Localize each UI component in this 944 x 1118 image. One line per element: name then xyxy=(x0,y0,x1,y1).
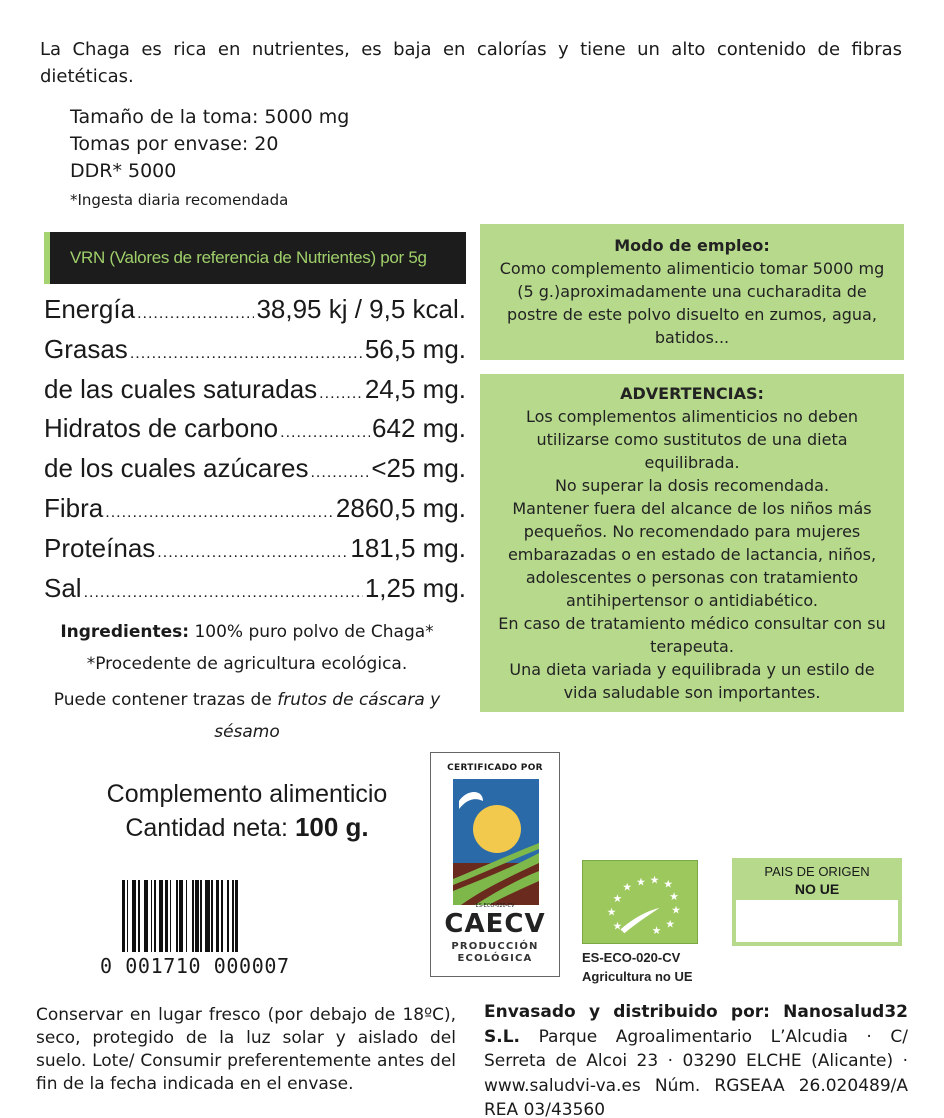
origin-value: NO UE xyxy=(794,881,840,897)
nutrient-value: 1,25 mg. xyxy=(364,572,466,603)
storage-instructions: Conservar en lugar fresco (por debajo de 18ºC), seco, protegido de la luz solar y aislado del suelo. Lote/ Consumir preferentemente antes del fin de la fecha indicada en el envase. xyxy=(36,1005,456,1094)
svg-text:★: ★ xyxy=(606,905,617,919)
eu-organic-info xyxy=(582,948,693,986)
nutrient-label: de los cuales azúcares xyxy=(44,453,309,484)
traces-prefix: Puede contener trazas de xyxy=(53,690,272,710)
warning-text: Los complementos alimenticios no deben utilizarse como sustitutos de una dieta equilibrada. xyxy=(525,407,859,472)
eu-code: ES-ECO-020-CV xyxy=(582,950,681,965)
svg-text:★: ★ xyxy=(665,917,675,931)
caecv-prod-line1: PRODUCCIÓN xyxy=(451,941,539,952)
eu-agriculture: Agricultura no UE xyxy=(582,969,693,984)
traces-italic: frutos de cáscara y sésamo xyxy=(214,690,441,742)
nutrient-label: Hidratos de carbono xyxy=(44,413,279,444)
warnings-box xyxy=(480,374,904,712)
nutrient-value: <25 mg. xyxy=(371,453,466,484)
nutrient-value: 642 mg. xyxy=(372,413,466,444)
distributor-label: Envasado y distribuido por: Nanosalud32 S.L. xyxy=(484,1002,908,1047)
servings-per-pack: Tomas por envase: 20 xyxy=(70,133,279,155)
usage-text: Como complemento alimenticio tomar 5000 mg (5 g.)aproximadamente una cucharadita de postre de este polvo disuelto en zumos, agua, batidos... xyxy=(499,259,885,347)
nutrient-row xyxy=(44,372,466,412)
nutrient-row xyxy=(44,531,466,571)
origin-title: PAIS DE ORIGEN xyxy=(764,864,870,879)
warning-text: En caso de tratamiento médico consultar con su terapeuta. xyxy=(498,614,886,656)
caecv-code: ES-ECO-020-CV xyxy=(475,903,515,909)
net-quantity-value: 100 g. xyxy=(294,812,369,842)
warning-text: Una dieta variada y equilibrada y un estilo de vida saludable son importantes. xyxy=(509,660,875,702)
barcode xyxy=(100,880,350,980)
ingredients xyxy=(40,620,454,748)
svg-text:★: ★ xyxy=(651,924,662,938)
distributor-address: Parque Agroalimentario L’Alcudia · C/ Serreta de Alcoi 23 · 03290 ELCHE (Alicante) · www.saludvi-va.es Núm. RGSEAA 26.020489/A REA 03/43560 xyxy=(484,1026,908,1118)
caecv-prod-line2: ECOLÓGICA xyxy=(457,953,533,964)
svg-text:★: ★ xyxy=(612,919,623,933)
ddr-note: *Ingesta diaria recomendada xyxy=(70,191,289,209)
svg-text:★: ★ xyxy=(649,873,660,887)
intro-text: La Chaga es rica en nutrientes, es baja en calorías y tiene un alto contenido de fibras dietéticas. xyxy=(40,39,902,87)
nutrient-value: 2860,5 mg. xyxy=(335,492,466,523)
vrn-header: VRN (Valores de referencia de Nutrientes) por 5g xyxy=(44,232,466,284)
nutrient-label: Grasas xyxy=(44,333,128,364)
nutrient-label: Sal xyxy=(44,572,82,603)
nutrient-row xyxy=(44,411,466,451)
svg-text:★: ★ xyxy=(671,903,681,917)
serving-size: Tamaño de la toma: 5000 mg xyxy=(70,106,350,128)
country-of-origin-box xyxy=(732,858,902,946)
serving-info xyxy=(70,104,349,215)
ingredients-label: Ingredientes: xyxy=(60,622,190,642)
barcode-bars xyxy=(100,880,350,952)
nutrient-label: Fibra xyxy=(44,492,104,523)
usage-box xyxy=(480,224,904,360)
nutrient-row xyxy=(44,451,466,491)
nutrient-label: Proteínas xyxy=(44,532,156,563)
nutrition-table xyxy=(44,292,466,610)
product-type: Complemento alimenticio xyxy=(106,780,388,808)
nutrient-row xyxy=(44,491,466,531)
svg-text:★: ★ xyxy=(622,880,633,894)
caecv-production-label xyxy=(431,941,559,965)
nutrient-label: Energía xyxy=(44,294,136,324)
ingredients-text: 100% puro polvo de Chaga* xyxy=(194,622,434,642)
svg-text:★: ★ xyxy=(669,890,679,904)
nutrient-row xyxy=(44,292,466,332)
warning-text: Mantener fuera del alcance de los niños más pequeños. No recomendado para mujeres embarazadas o en estado de lactancia, niños, adolescentes o personas con tratamiento antihipertensor o antidiabético. xyxy=(507,499,877,610)
barcode-bar xyxy=(238,880,243,952)
caecv-certified-label: CERTIFICADO POR xyxy=(447,763,543,773)
warning-text: No superar la dosis recomendada. xyxy=(554,476,830,495)
usage-title: Modo de empleo: xyxy=(614,236,770,255)
caecv-name: CAECV xyxy=(444,909,546,939)
nutrient-value: 38,95 kj / 9,5 kcal. xyxy=(256,294,466,324)
origin-blank-field xyxy=(736,900,898,942)
net-quantity-label: Cantidad neta xyxy=(125,814,282,842)
barcode-number: 0 001710 000007 xyxy=(100,954,290,978)
ddr: DDR* 5000 xyxy=(70,160,177,182)
ingredients-origin-note: *Procedente de agricultura ecológica. xyxy=(86,654,408,674)
nutrient-value: 56,5 mg. xyxy=(364,333,466,364)
nutrient-value: 181,5 mg. xyxy=(350,532,466,563)
svg-text:★: ★ xyxy=(636,875,646,889)
caecv-seal xyxy=(430,752,560,977)
nutrient-row xyxy=(44,332,466,372)
nutrient-value: 24,5 mg. xyxy=(364,373,466,404)
product-declaration: Complemento alimenticio Cantidad neta: 100 g. xyxy=(40,778,454,845)
svg-text:★: ★ xyxy=(663,877,674,891)
svg-text:★: ★ xyxy=(612,892,623,905)
eu-organic-leaf-icon xyxy=(582,860,698,944)
warnings-title: ADVERTENCIAS: xyxy=(620,384,764,403)
caecv-logo-icon xyxy=(453,779,539,905)
nutrient-label: de las cuales saturadas xyxy=(44,373,318,404)
distributor-info xyxy=(484,1000,908,1118)
nutrient-row xyxy=(44,571,466,611)
